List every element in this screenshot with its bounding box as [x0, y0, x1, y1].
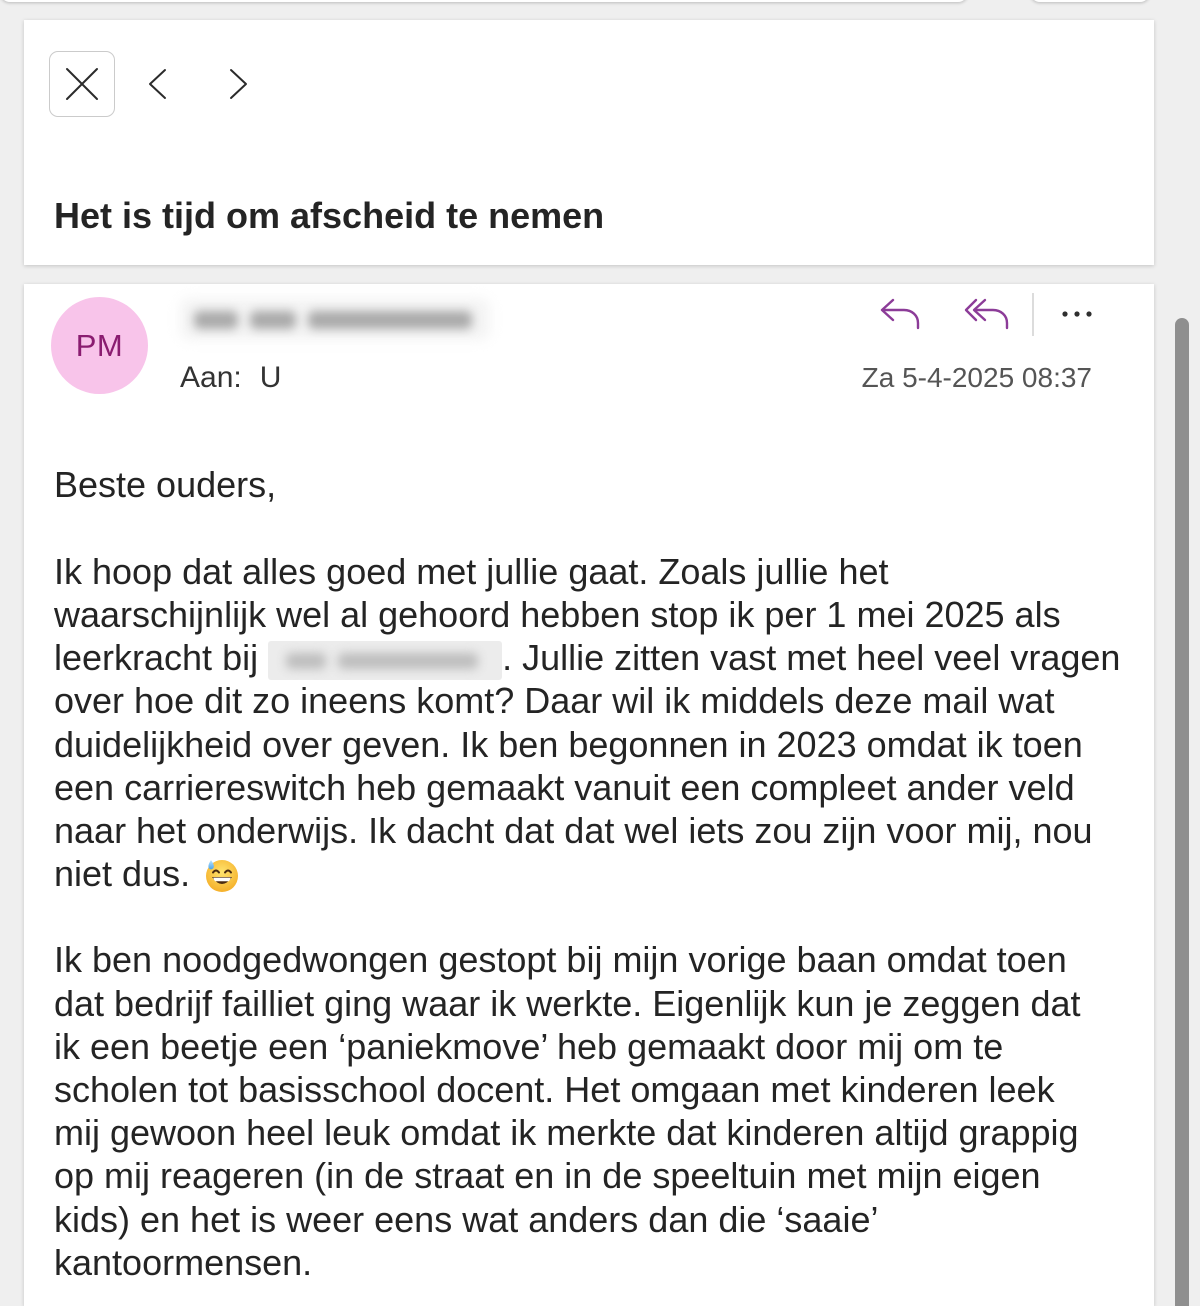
body-line-text: . Jullie zitten vast met heel veel vragen — [502, 637, 1121, 679]
to-recipient[interactable]: U — [259, 361, 282, 394]
body-line: Ik ben noodgedwongen gestopt bij mijn vorige baan omdat toen — [54, 939, 1067, 981]
chevron-right-icon — [218, 64, 258, 104]
close-button[interactable] — [49, 51, 115, 117]
body-line: een carriereswitch heb gemaakt vanuit een compleet ander veld — [54, 766, 1075, 808]
body-line: op mij reageren (in de straat en in de speeltuin met mijn eigen — [54, 1155, 1041, 1197]
body-line: kids) en het is weer eens wat anders dan die ‘saaie’ — [54, 1198, 879, 1240]
to-label: Aan: — [180, 361, 242, 394]
body-line-text: leerkracht bij — [54, 637, 269, 679]
email-subject: Het is tijd om afscheid te nemen — [54, 195, 605, 236]
sender-name-redacted[interactable] — [180, 298, 490, 340]
more-options-button[interactable] — [1059, 304, 1095, 324]
previous-card-edge — [0, 0, 968, 2]
body-line: naar het onderwijs. Ik dacht dat dat wel iets zou zijn voor mij, nou — [54, 809, 1093, 851]
body-line: ik een beetje een ‘paniekmove’ heb gemaakt door mij om te — [54, 1025, 1004, 1067]
body-line: waarschijnlijk wel al gehoord hebben stop ik per 1 mei 2025 als — [54, 593, 1061, 635]
scrollbar-thumb[interactable] — [1175, 318, 1189, 1306]
body-line — [54, 636, 1120, 679]
message-date: Za 5-4-2025 08:37 — [861, 362, 1092, 393]
actions-divider — [1032, 293, 1034, 336]
grinning-face-with-sweat-icon — [204, 857, 240, 893]
school-name-redacted — [268, 641, 502, 680]
body-line: duidelijkheid over geven. Ik ben begonnen in 2023 omdat ik toen — [54, 723, 1083, 765]
reply-button[interactable] — [878, 296, 922, 332]
body-line: scholen tot basisschool docent. Het omgaan met kinderen leek — [54, 1069, 1055, 1111]
previous-card-edge — [1030, 0, 1150, 2]
recipients-line — [180, 360, 281, 396]
body-line: mij gewoon heel leuk omdat ik merkte dat kinderen altijd grappig — [54, 1112, 1079, 1154]
body-line: dat bedrijf failliet ging waar ik werkte. Eigenlijk kun je zeggen dat — [54, 982, 1081, 1024]
body-line: Ik hoop dat alles goed met jullie gaat. Zoals jullie het — [54, 550, 889, 592]
more-options-icon — [1059, 304, 1095, 324]
body-line: kantoormensen. — [54, 1241, 313, 1283]
body-line: over hoe dit zo ineens komt? Daar wil ik middels deze mail wat — [54, 680, 1055, 722]
message-card — [24, 284, 1154, 1306]
previous-message-button[interactable] — [138, 64, 178, 104]
avatar[interactable] — [51, 297, 148, 394]
close-icon — [64, 66, 100, 102]
message-body — [54, 463, 1120, 1284]
avatar-initials: PM — [75, 327, 124, 363]
reply-all-button[interactable] — [963, 296, 1011, 332]
reading-pane-header — [24, 20, 1154, 265]
body-greeting: Beste ouders, — [54, 464, 277, 506]
body-line — [54, 852, 1120, 895]
blank-line — [54, 895, 1120, 938]
blank-line — [54, 507, 1120, 550]
reply-all-icon — [963, 296, 1011, 332]
next-message-button[interactable] — [218, 64, 258, 104]
chevron-left-icon — [138, 64, 178, 104]
reply-icon — [878, 296, 922, 332]
body-line-text: niet dus. — [54, 853, 191, 895]
